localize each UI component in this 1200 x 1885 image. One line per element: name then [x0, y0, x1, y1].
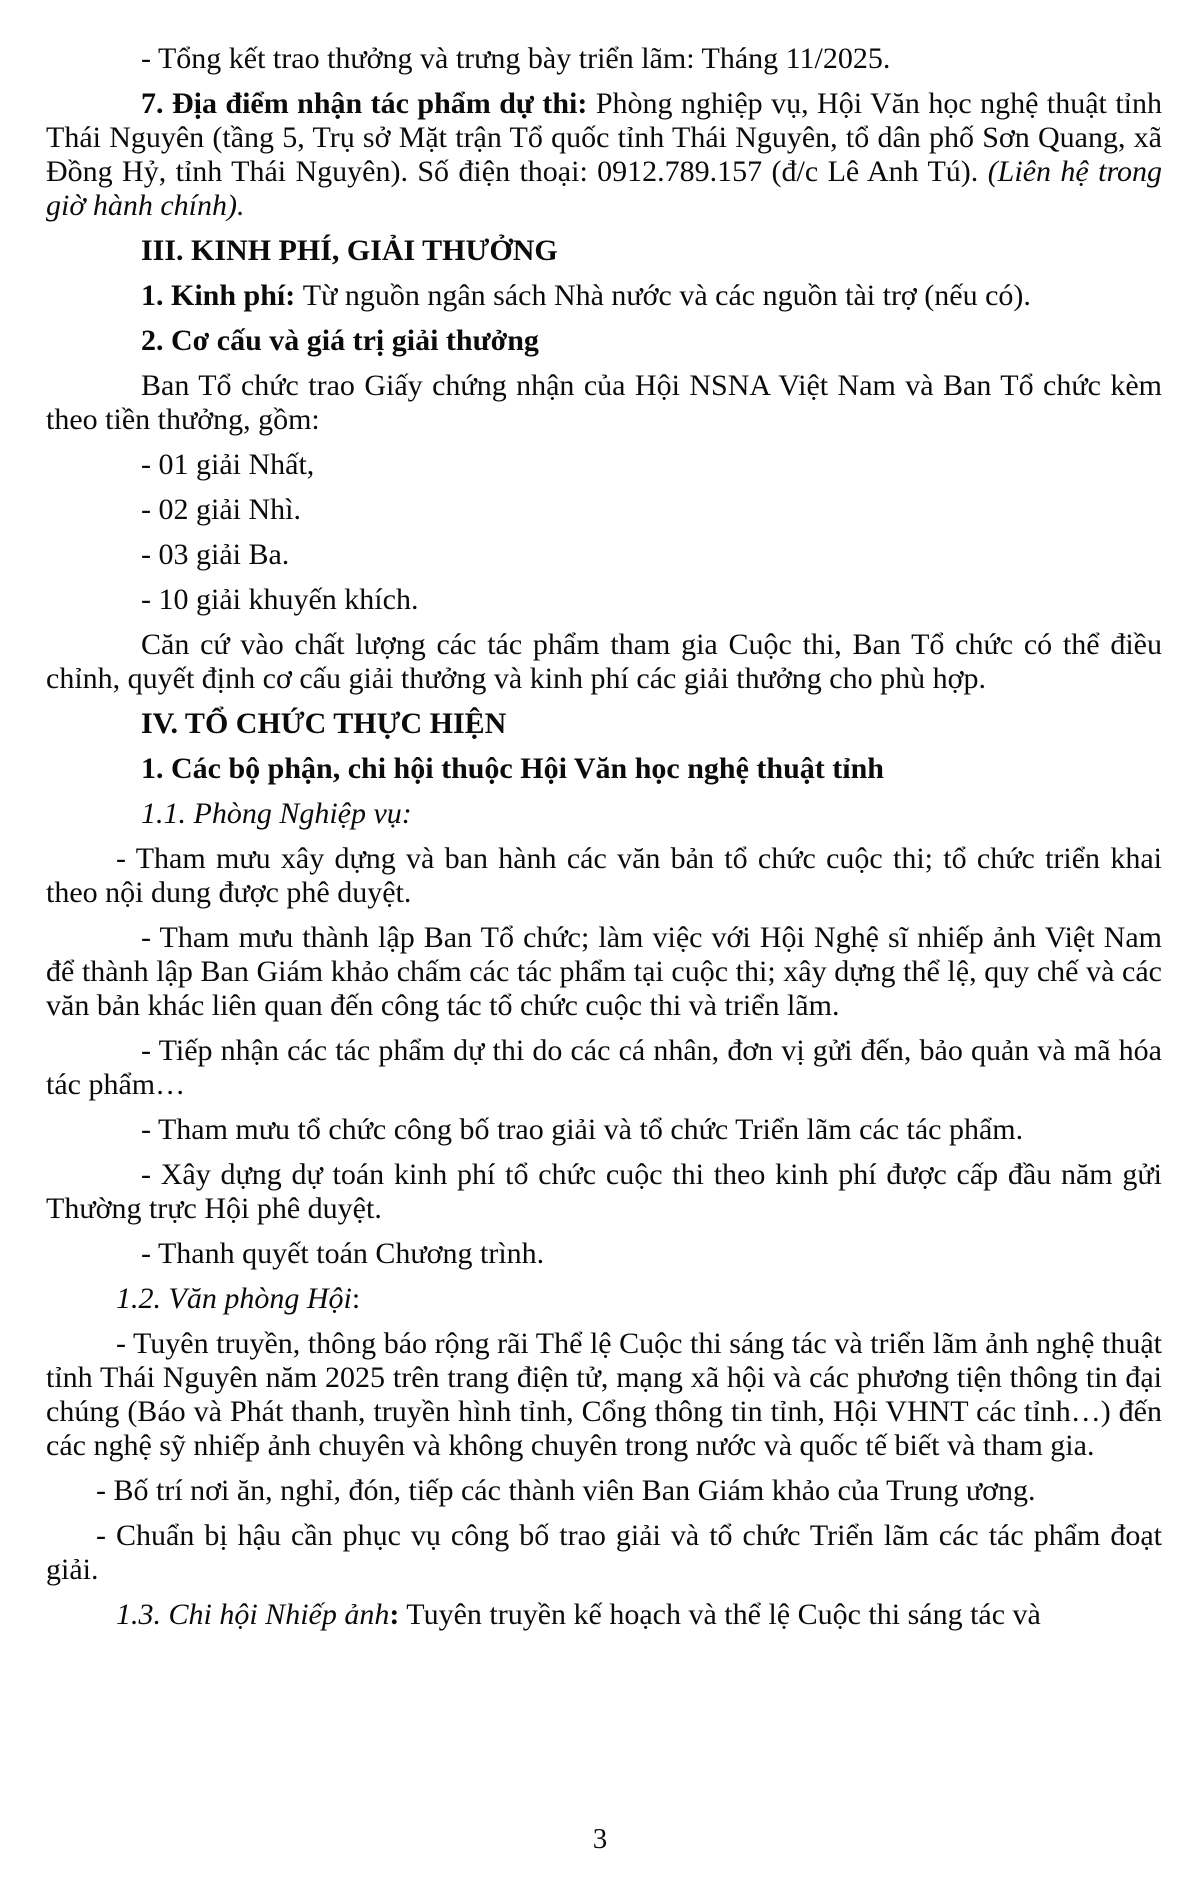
bullet-advise-documents: [46, 842, 1162, 910]
bullet-accommodation-jury: [46, 1474, 1162, 1508]
para-award-adjustment: [46, 628, 1162, 696]
heading-1-1-professional-office: [46, 797, 1162, 831]
text-run: 1.1. Phòng Nghiệp vụ:: [141, 797, 412, 830]
text-run: - Tổng kết trao thưởng và trưng bày triển lãm: Tháng 11/2025.: [141, 42, 891, 75]
text-run: IV. TỔ CHỨC THỰC HIỆN: [141, 707, 507, 740]
text-run: - 01 giải Nhất,: [141, 448, 315, 481]
text-run: - Tham mưu xây dựng và ban hành các văn bản tổ chức cuộc thi; tổ chức triển khai theo nội dung được phê duyệt.: [46, 842, 1162, 909]
text-run: 7. Địa điểm nhận tác phẩm dự thi:: [141, 87, 596, 120]
heading-1-2-association-office: [46, 1282, 1162, 1316]
page-number: 3: [592, 1823, 608, 1855]
para-certificate-intro: [46, 369, 1162, 437]
bullet-receive-entries: [46, 1034, 1162, 1102]
text-run: - Thanh quyết toán Chương trình.: [141, 1237, 545, 1270]
bullet-consolation-prize: [46, 583, 1162, 617]
heading-item-1-departments: [46, 752, 1162, 786]
bullet-award-summary-date: [46, 42, 1162, 76]
text-run: (Liên hệ trong giờ hành chính).: [46, 155, 1163, 222]
heading-section-iv: [46, 707, 1162, 741]
bullet-budget-estimate: [46, 1158, 1162, 1226]
text-run: :: [389, 1598, 400, 1631]
bullet-second-prize: [46, 493, 1162, 527]
heading-1-3-photography-chapter: [46, 1598, 1162, 1632]
text-run: Căn cứ vào chất lượng các tác phẩm tham gia Cuộc thi, Ban Tổ chức có thể điều chỉnh, quyết định cơ cấu giải thưởng và kinh phí các giải thưởng cho phù hợp.: [46, 628, 1162, 695]
text-run: 1. Kinh phí:: [141, 279, 303, 312]
text-run: - Chuẩn bị hậu cần phục vụ công bố trao giải và tổ chức Triển lãm các tác phẩm đoạt giải.: [46, 1519, 1162, 1586]
item-7-submission-location: [46, 87, 1162, 223]
text-run: - Tuyên truyền, thông báo rộng rãi Thể lệ Cuộc thi sáng tác và triển lãm ảnh nghệ thuật tỉnh Thái Nguyên năm 2025 trên trang điện tử, mạng xã hội và các phương tiện thông tin đại chúng (Báo và Phát thanh, truyền hình tỉnh, Cổng thông tin tỉnh, Hội VHNT các tỉnh…) đến các nghệ sỹ nhiếp ảnh chuyên và không chuyên trong nước và quốc tế biết và tham gia.: [46, 1327, 1162, 1462]
text-run: Ban Tổ chức trao Giấy chứng nhận của Hội NSNA Việt Nam và Ban Tổ chức kèm theo tiền thưởng, gồm:: [46, 369, 1162, 436]
text-run: Từ nguồn ngân sách Nhà nước và các nguồn tài trợ (nếu có).: [302, 279, 1031, 312]
heading-section-iii: [46, 234, 1162, 268]
text-run: - Tham mưu thành lập Ban Tổ chức; làm việc với Hội Nghệ sĩ nhiếp ảnh Việt Nam để thành lập Ban Giám khảo chấm các tác phẩm tại cuộc thi; xây dựng thể lệ, quy chế và các văn bản khác liên quan đến công tác tổ chức cuộc thi và triển lãm.: [46, 921, 1162, 1022]
text-run: Phòng nghiệp vụ, Hội Văn học nghệ thuật tỉnh Thái Nguyên (tầng 5, Trụ sở Mặt trận Tổ quốc tỉnh Thái Nguyên, tổ dân phố Sơn Quang, xã Đồng Hỷ, tỉnh Thái Nguyên). Số điện thoại: 0912.789.157 (đ/c Lê Anh Tú).: [46, 87, 1163, 188]
text-run: 1. Các bộ phận, chi hội thuộc Hội Văn học nghệ thuật tỉnh: [141, 752, 884, 785]
text-run: - Xây dựng dự toán kinh phí tổ chức cuộc thi theo kinh phí được cấp đầu năm gửi Thường trực Hội phê duyệt.: [46, 1158, 1162, 1225]
text-run: 1.2. Văn phòng Hội: [116, 1282, 352, 1315]
text-run: - Bố trí nơi ăn, nghỉ, đón, tiếp các thành viên Ban Giám khảo của Trung ương.: [96, 1474, 1036, 1507]
text-run: :: [351, 1282, 361, 1315]
bullet-publicity: [46, 1327, 1162, 1463]
text-run: 1.3. Chi hội Nhiếp ảnh: [116, 1598, 390, 1631]
bullet-advise-organizing-board: [46, 921, 1162, 1023]
text-run: - Tham mưu tổ chức công bố trao giải và tổ chức Triển lãm các tác phẩm.: [141, 1113, 1024, 1146]
bullet-first-prize: [46, 448, 1162, 482]
text-run: - Tiếp nhận các tác phẩm dự thi do các cá nhân, đơn vị gửi đến, bảo quản và mã hóa tác phẩm…: [46, 1034, 1162, 1101]
text-run: - 03 giải Ba.: [141, 538, 290, 571]
text-run: - 02 giải Nhì.: [141, 493, 301, 526]
item-1-funding: [46, 279, 1162, 313]
heading-item-2-award-structure: [46, 324, 1162, 358]
bullet-logistics: [46, 1519, 1162, 1587]
text-run: 2. Cơ cấu và giá trị giải thưởng: [141, 324, 539, 357]
bullet-settlement: [46, 1237, 1162, 1271]
bullet-third-prize: [46, 538, 1162, 572]
text-run: - 10 giải khuyến khích.: [141, 583, 419, 616]
text-run: III. KINH PHÍ, GIẢI THƯỞNG: [141, 234, 558, 267]
bullet-advise-award-announcement: [46, 1113, 1162, 1147]
text-run: Tuyên truyền kế hoạch và thể lệ Cuộc thi sáng tác và: [399, 1598, 1041, 1631]
